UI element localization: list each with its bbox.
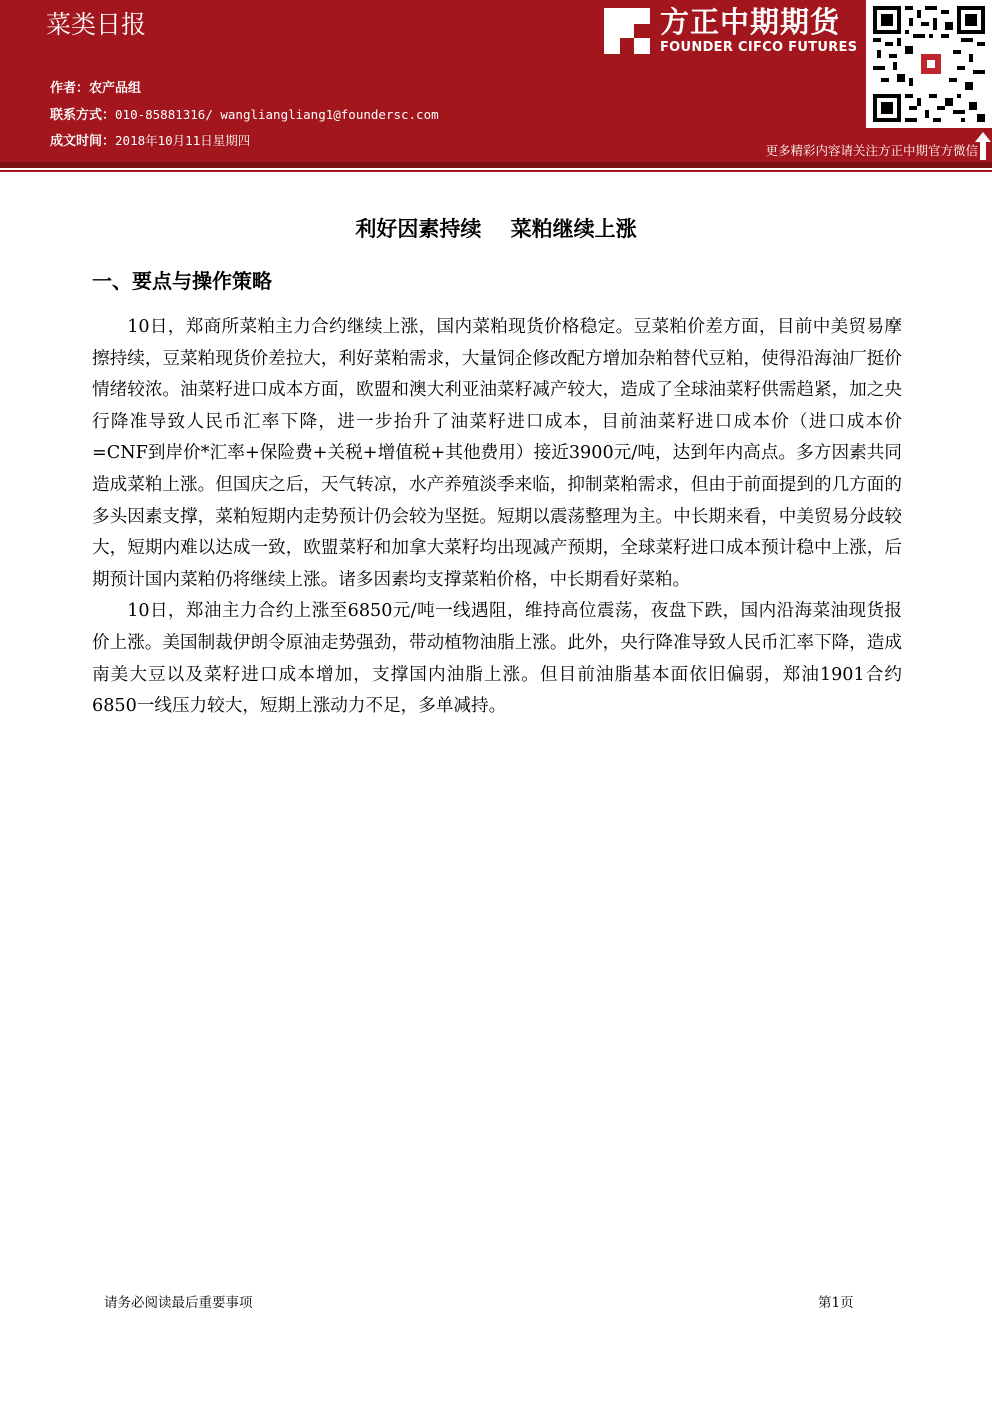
document-title: 利好因素持续 菜粕继续上涨 (355, 217, 637, 241)
logo-english-name: FOUNDER CIFCO FUTURES (660, 40, 858, 55)
contact-label: 联系方式： (50, 108, 116, 123)
contact-value[interactable]: 010-85881316/ wangliangliang1@foundersc.com (115, 107, 439, 122)
logo-chinese-name: 方正中期期货 (660, 5, 841, 39)
meta-date (50, 132, 250, 151)
qr-code-icon (873, 6, 985, 122)
paragraph-rapeseed-oil: 10日，郑油主力合约上涨至6850元/吨一线遇阻，维持高位震荡，夜盘下跌，国内沿海菜油现货报价上涨。美国制裁伊朗令原油走势强劲，带动植物油脂上涨。此外，央行降准导致人民币汇率下降，造成南美大豆以及菜籽进口成本增加，支撑国内油脂上涨。但目前油脂基本面依旧偏弱，郑油1901合约6850一线压力较大，短期上涨动力不足，多单减持。 (92, 601, 902, 717)
header-thin-divider (0, 170, 992, 172)
footer-notice: 请务必阅读最后重要事项 (104, 1295, 253, 1311)
qr-code[interactable] (866, 0, 992, 128)
arrow-up-icon (975, 132, 991, 160)
report-type: 菜类日报 (46, 10, 147, 39)
body-text (92, 312, 902, 723)
header-divider (0, 162, 992, 168)
meta-author (50, 80, 141, 98)
date-label: 成文时间： (50, 134, 116, 149)
author-value: 农产品组 (89, 81, 142, 96)
meta-contact (50, 106, 439, 125)
paragraph-rapeseed-meal: 10日，郑商所菜粕主力合约继续上涨，国内菜粕现货价格稳定。豆菜粕价差方面，目前中美贸易摩擦持续，豆菜粕现货价差拉大，利好菜粕需求，大量饲企修改配方增加杂粕替代豆粕，使得沿海油厂挺价情绪较浓。油菜籽进口成本方面，欧盟和澳大利亚油菜籽减产较大，造成了全球油菜籽供需趋紧，加之央行降准导致人民币汇率下降，进一步抬升了油菜籽进口成本，目前油菜籽进口成本价（进口成本价=CNF到岸价*汇率+保险费+关税+增值税+其他费用）接近3900元/吨，达到年内高点。多方因素共同造成菜粕上涨。但国庆之后，天气转凉，水产养殖淡季来临，抑制菜粕需求，但由于前面提到的几方面的多头因素支撑，菜粕短期内走势预计仍会较为坚挺。短期以震荡整理为主。中长期来看，中美贸易分歧较大，短期内难以达成一致，欧盟菜籽和加拿大菜籽均出现减产预期，全球菜籽进口成本预计稳中上涨，后期预计国内菜粕仍将继续上涨。诸多因素均支撑菜粕价格，中长期看好菜粕。 (92, 317, 902, 590)
page-number: 第1页 (818, 1295, 854, 1311)
author-label: 作者： (50, 81, 90, 96)
section-heading: 一、要点与操作策略 (92, 269, 272, 293)
date-value: 2018年10月11日星期四 (115, 133, 251, 148)
follow-wechat-text: 更多精彩内容请关注方正中期官方微信 (765, 143, 978, 158)
founder-logo-icon (604, 8, 650, 54)
